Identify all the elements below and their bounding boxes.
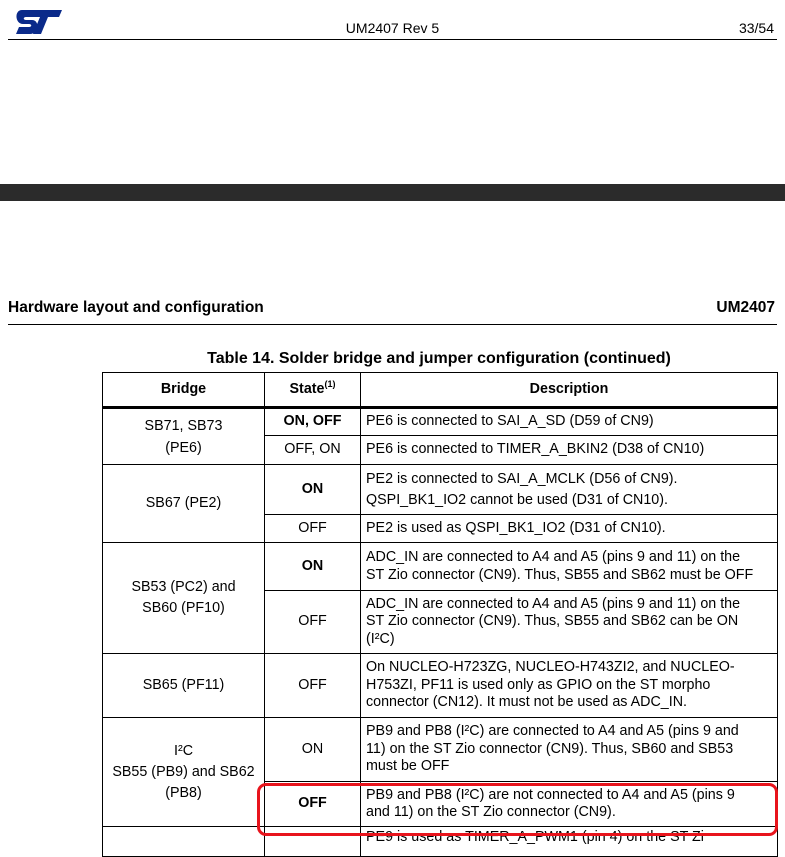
highlight-box <box>257 783 778 836</box>
bridge-cell: SB65 (PF11) <box>103 654 265 718</box>
state-cell: OFF <box>265 654 361 718</box>
table-row <box>103 543 778 591</box>
description-cell <box>361 718 778 782</box>
bridge-cell <box>103 408 265 465</box>
description-cell <box>361 543 778 591</box>
description-line: QSPI_BK1_IO2 cannot be used (D31 of CN10). <box>366 491 668 508</box>
description-line: On NUCLEO-H723ZG, NUCLEO-H743ZI2, and NUCLEO- <box>366 659 735 676</box>
section-doc-ref: UM2407 <box>716 299 775 316</box>
description-cell <box>361 654 778 718</box>
state-cell: ON, OFF <box>265 408 361 436</box>
description-line: ADC_IN are connected to A4 and A5 (pins 9 and 11) on the <box>366 595 741 612</box>
bridge-cell <box>103 827 265 857</box>
state-cell: ON <box>265 718 361 782</box>
header-state-label: State <box>289 380 325 397</box>
description-line: must be OFF <box>366 758 450 775</box>
state-cell: OFF <box>265 515 361 543</box>
bridge-line: (PE6) <box>165 439 202 456</box>
bridge-cell <box>103 718 265 827</box>
bridge-cell <box>103 543 265 654</box>
section-title: Hardware layout and configuration <box>8 299 264 316</box>
description-line: ST Zio connector (CN9). Thus, SB55 and SB62 can be ON <box>366 613 739 630</box>
header-state <box>265 373 361 408</box>
description-line: PB9 and PB8 (I²C) are not connected to A4 and A5 (pins 9 <box>366 786 735 803</box>
state-cell: OFF <box>265 782 361 827</box>
table-row <box>103 465 778 515</box>
header-rule <box>8 39 777 40</box>
state-cell: OFF <box>265 591 361 654</box>
description-line: PB9 and PB8 (I²C) are connected to A4 and A5 (pins 9 and <box>366 723 739 740</box>
table-row <box>103 654 778 718</box>
description-cell: PE9 is used as TIMER_A_PWM1 (pin 4) on the ST Zi <box>361 827 778 857</box>
bridge-line: I²C <box>173 742 194 759</box>
description-line: ST Zio connector (CN9). Thus, SB55 and SB62 must be OFF <box>366 566 754 583</box>
description-line: (I²C) <box>366 630 395 647</box>
table-row <box>103 408 778 436</box>
description-line: H753ZI, PF11 is used only as GPIO on the ST morpho <box>366 676 711 693</box>
bridge-line: SB60 (PF10) <box>142 600 225 616</box>
description-cell <box>361 591 778 654</box>
description-line: connector (CN12). It must not be used as ADC_IN. <box>366 694 688 711</box>
description-cell: PE2 is used as QSPI_BK1_IO2 (D31 of CN10). <box>361 515 778 543</box>
description-cell <box>361 465 778 515</box>
dark-band <box>0 184 785 201</box>
table-title: Table 14. Solder bridge and jumper configuration (continued) <box>207 350 671 367</box>
description-cell: PE6 is connected to SAI_A_SD (D59 of CN9) <box>361 408 778 436</box>
bridge-line: SB53 (PC2) and <box>131 579 236 595</box>
page-number: 33/54 <box>738 20 774 36</box>
bridge-cell: SB67 (PE2) <box>103 465 265 543</box>
section-rule <box>8 324 777 325</box>
description-line: 11) on the ST Zio connector (CN9). Thus, SB60 and SB53 <box>366 740 734 757</box>
description-line: PE2 is connected to SAI_A_MCLK (D56 of CN9). <box>366 470 678 487</box>
doc-id: UM2407 Rev 5 <box>345 20 440 36</box>
bridge-line: SB55 (PB9) and SB62 <box>112 763 255 780</box>
header-description: Description <box>361 373 778 408</box>
description-cell: PE6 is connected to TIMER_A_BKIN2 (D38 of CN10) <box>361 436 778 465</box>
description-line: and 11) on the ST Zio connector (CN9). <box>366 804 616 820</box>
header-bridge: Bridge <box>103 373 265 408</box>
state-cell: OFF, ON <box>265 436 361 465</box>
description-line: ADC_IN are connected to A4 and A5 (pins 9 and 11) on the <box>366 549 741 565</box>
bridge-line: SB71, SB73 <box>144 417 223 434</box>
state-cell: ON <box>265 543 361 591</box>
table-row <box>103 718 778 782</box>
bridge-line: (PB8) <box>165 784 202 801</box>
header-state-note: (1) <box>324 378 336 389</box>
table-header-row <box>103 373 778 408</box>
state-cell: ON <box>265 465 361 515</box>
